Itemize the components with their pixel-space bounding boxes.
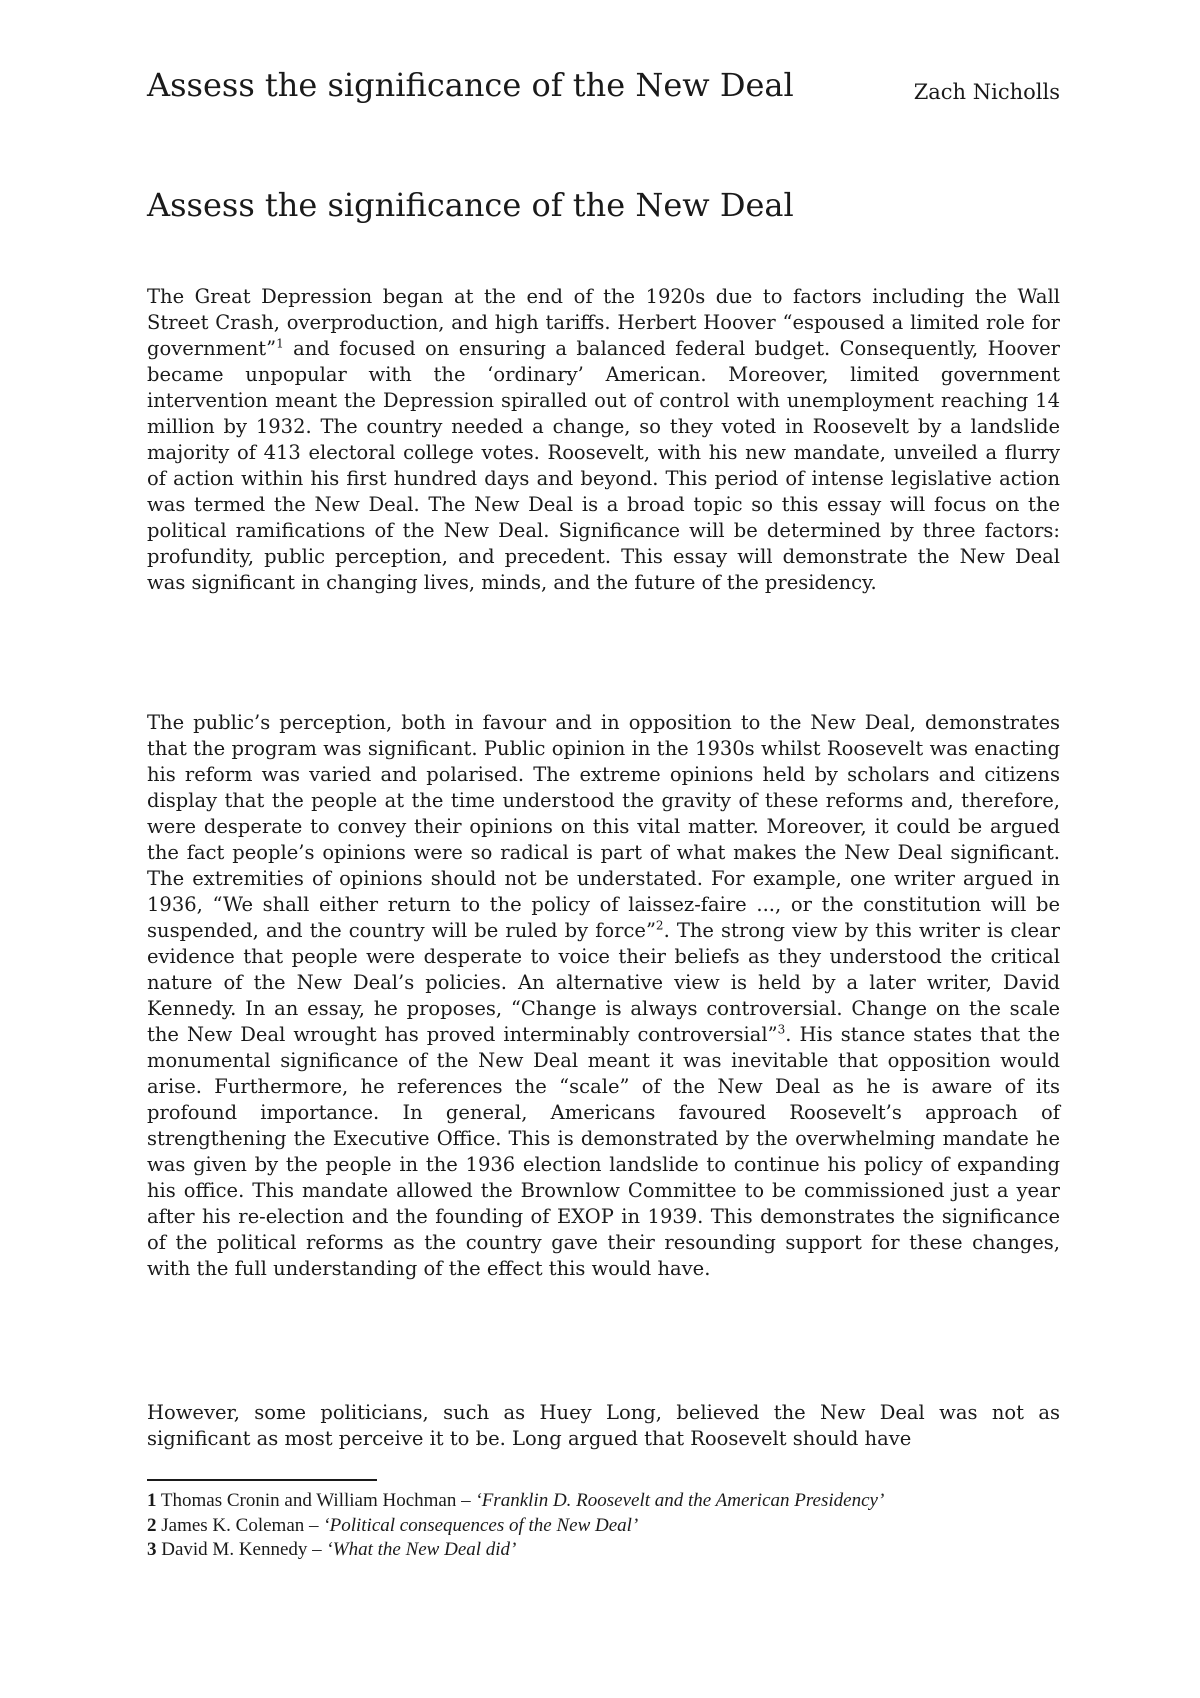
document-heading: Assess the significance of the New Deal [147,186,794,224]
footnote-title: ‘What the New Deal did’ [326,1539,517,1560]
footnote [147,1538,1060,1563]
paragraph-text: . The strong view by this writer is clear evidence that people were desperate to voice their beliefs as they understood the critical nature of the New Deal’s policies. An alternative view is held by a later writer, David Kennedy. In an essay, he proposes, “Change is always controversial. Change on the scale the New Deal wrought has proved interminably controversial” [147,919,1060,1046]
footnote-author: David M. Kennedy – [161,1539,327,1560]
paragraph-text: The public’s perception, both in favour and in opposition to the New Deal, demonstrates that the program was significant. Public opinion in the 1930s whilst Roosevelt was enacting his reform was varied and polarised. The extreme opinions held by scholars and citizens display that the people at the time understood the gravity of these reforms and, therefore, were desperate to convey their opinions on this vital matter. Moreover, it could be argued the fact people’s opinions were so radical is part of what makes the New Deal significant. The extremities of opinions should not be understated. For example, one writer argued in 1936, “We shall either return to the policy of laissez-faire ..., or the constitution will be suspended, and the country will be ruled by force” [147,711,1060,942]
footnote-ref: 2 [655,918,664,933]
paragraph-public-perception [147,710,1060,1282]
footnote [147,1489,1060,1514]
paragraph-introduction [147,284,1060,596]
footnote-separator [147,1479,377,1481]
footnote-title: ‘Franklin D. Roosevelt and the American Presidency’ [475,1490,885,1511]
paragraph-text: . His stance states that the monumental significance of the New Deal meant it was inevitable that opposition would arise. Furthermore, he references the “scale” of the New Deal as he is aware of its profound importance. In general, Americans favoured Roosevelt’s approach of strengthening the Executive Office. This is demonstrated by the overwhelming mandate he was given by the people in the 1936 election landslide to continue his policy of expanding his office. This mandate allowed the Brownlow Committee to be commissioned just a year after his re-election and the founding of EXOP in 1939. This demonstrates the significance of the political reforms as the country gave their resounding support for these changes, with the full understanding of the effect this would have. [147,1023,1060,1280]
paragraph-text: The Great Depression began at the end of the 1920s due to factors including the Wall Street Crash, overproduction, and high tariffs. Herbert Hoover “espoused a limited role for government” [147,285,1060,360]
paragraph-text: However, some politicians, such as Huey Long, believed the New Deal was not as significant as most perceive it to be. Long argued that Roosevelt should have [147,1401,1060,1450]
footnote-author: Thomas Cronin and William Hochman – [160,1490,476,1511]
paragraph-text: and focused on ensuring a balanced federal budget. Consequently, Hoover became unpopular with the ‘ordinary’ American. Moreover, limited government intervention meant the Depression spiralled out of control with unemployment reaching 14 million by 1932. The country needed a change, so they voted in Roosevelt by a landslide majority of 413 electoral college votes. Roosevelt, with his new mandate, unveiled a flurry of action within his first hundred days and beyond. This period of intense legislative action was termed the New Deal. The New Deal is a broad topic so this essay will focus on the political ramifications of the New Deal. Significance will be determined by three factors: profundity, public perception, and precedent. This essay will demonstrate the New Deal was significant in changing lives, minds, and the future of the presidency. [147,337,1060,594]
footnote-ref: 1 [276,336,284,351]
footnote-ref: 3 [777,1022,786,1037]
footnote-number: 1 [147,1490,157,1511]
footnote-number: 2 [147,1514,157,1536]
footnote-number: 3 [147,1539,157,1560]
footnote-title: ‘Political consequences of the New Deal’ [323,1514,639,1536]
paragraph-opposition [147,1400,1060,1452]
header-title: Assess the significance of the New Deal [147,66,794,104]
footnote-author: James K. Coleman – [161,1514,324,1536]
footnote [147,1514,1060,1539]
footnotes [147,1489,1060,1563]
header-author: Zach Nicholls [913,80,1060,104]
